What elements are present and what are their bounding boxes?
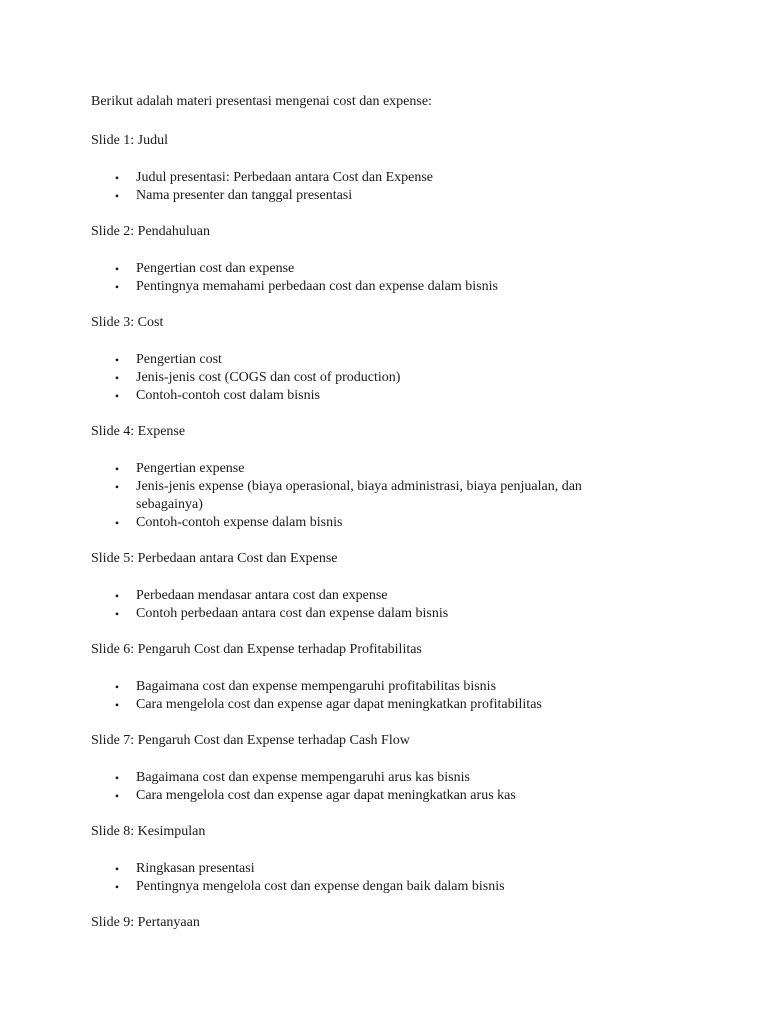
slide-section: [91, 223, 691, 296]
bullet-icon: •: [114, 171, 120, 185]
bullet-icon: •: [114, 262, 120, 276]
list-item-text: Perbedaan mendasar antara cost dan expense: [136, 588, 388, 603]
bullet-icon: •: [114, 389, 120, 403]
list-item-text: Pentingnya memahami perbedaan cost dan expense dalam bisnis: [136, 279, 498, 294]
list-item: [114, 351, 691, 369]
slide-heading: Slide 4: Expense: [91, 424, 186, 439]
bullet-list: [91, 460, 691, 532]
list-item: [114, 369, 691, 387]
slide-heading: Slide 8: Kesimpulan: [91, 824, 206, 839]
bullet-icon: •: [114, 862, 120, 876]
bullet-icon: •: [114, 880, 120, 894]
list-item-text: Pengertian expense: [136, 461, 245, 476]
list-item-text: Jenis-jenis expense (biaya operasional, biaya administrasi, biaya penjualan, dan sebagainya): [136, 479, 582, 512]
list-item-text: Pentingnya mengelola cost dan expense dengan baik dalam bisnis: [136, 879, 505, 894]
bullet-icon: •: [114, 771, 120, 785]
slide-section: [91, 823, 691, 896]
list-item: [114, 514, 691, 532]
bullet-icon: •: [114, 353, 120, 367]
bullet-list: [91, 260, 691, 296]
bullet-list: [91, 769, 691, 805]
slide-section: [91, 314, 691, 405]
bullet-list: [91, 351, 691, 405]
bullet-list: [91, 860, 691, 896]
slide-section: [91, 550, 691, 623]
slide-section: [91, 641, 691, 714]
slide-list: [91, 132, 691, 932]
list-item: [114, 260, 691, 278]
list-item-text: Jenis-jenis cost (COGS dan cost of production): [136, 370, 401, 385]
list-item: [114, 169, 691, 187]
list-item: [114, 696, 691, 714]
slide-heading: Slide 2: Pendahuluan: [91, 224, 210, 239]
bullet-icon: •: [114, 280, 120, 294]
list-item: [114, 460, 691, 478]
list-item: [114, 605, 691, 623]
list-item: [114, 878, 691, 896]
list-item-text: Pengertian cost dan expense: [136, 261, 295, 276]
list-item: [114, 187, 691, 205]
list-item: [114, 769, 691, 787]
slide-section: [91, 914, 691, 932]
bullet-icon: •: [114, 480, 120, 494]
slide-heading: Slide 6: Pengaruh Cost dan Expense terhadap Profitabilitas: [91, 642, 422, 657]
bullet-list: [91, 678, 691, 714]
list-item: [114, 860, 691, 878]
bullet-icon: •: [114, 607, 120, 621]
list-item-text: Bagaimana cost dan expense mempengaruhi profitabilitas bisnis: [136, 679, 497, 694]
slide-section: [91, 732, 691, 805]
list-item: [114, 278, 691, 296]
list-item: [114, 387, 691, 405]
list-item-text: Ringkasan presentasi: [136, 861, 255, 876]
list-item-text: Nama presenter dan tanggal presentasi: [136, 188, 353, 203]
list-item-text: Pengertian cost: [136, 352, 222, 367]
list-item-text: Judul presentasi: Perbedaan antara Cost dan Expense: [136, 170, 434, 185]
list-item: [114, 678, 691, 696]
slide-heading: Slide 1: Judul: [91, 133, 169, 148]
bullet-icon: •: [114, 680, 120, 694]
document-body: [91, 93, 691, 951]
bullet-icon: •: [114, 516, 120, 530]
slide-section: [91, 423, 691, 532]
list-item-text: Contoh-contoh expense dalam bisnis: [136, 515, 343, 530]
list-item-text: Cara mengelola cost dan expense agar dapat meningkatkan profitabilitas: [136, 697, 542, 712]
list-item: [114, 787, 691, 805]
list-item-text: Bagaimana cost dan expense mempengaruhi arus kas bisnis: [136, 770, 470, 785]
bullet-icon: •: [114, 698, 120, 712]
bullet-icon: •: [114, 189, 120, 203]
bullet-list: [91, 587, 691, 623]
slide-section: [91, 132, 691, 205]
slide-heading: Slide 7: Pengaruh Cost dan Expense terhadap Cash Flow: [91, 733, 410, 748]
list-item-text: Contoh perbedaan antara cost dan expense dalam bisnis: [136, 606, 449, 621]
bullet-icon: •: [114, 462, 120, 476]
slide-heading: Slide 9: Pertanyaan: [91, 915, 200, 930]
intro-text: Berikut adalah materi presentasi mengenai cost dan expense:: [91, 94, 432, 109]
list-item-text: Cara mengelola cost dan expense agar dapat meningkatkan arus kas: [136, 788, 516, 803]
bullet-icon: •: [114, 789, 120, 803]
bullet-icon: •: [114, 589, 120, 603]
bullet-list: [91, 169, 691, 205]
list-item: [114, 478, 616, 514]
slide-heading: Slide 3: Cost: [91, 315, 164, 330]
slide-heading: Slide 5: Perbedaan antara Cost dan Expense: [91, 551, 338, 566]
list-item-text: Contoh-contoh cost dalam bisnis: [136, 388, 320, 403]
bullet-icon: •: [114, 371, 120, 385]
list-item: [114, 587, 691, 605]
